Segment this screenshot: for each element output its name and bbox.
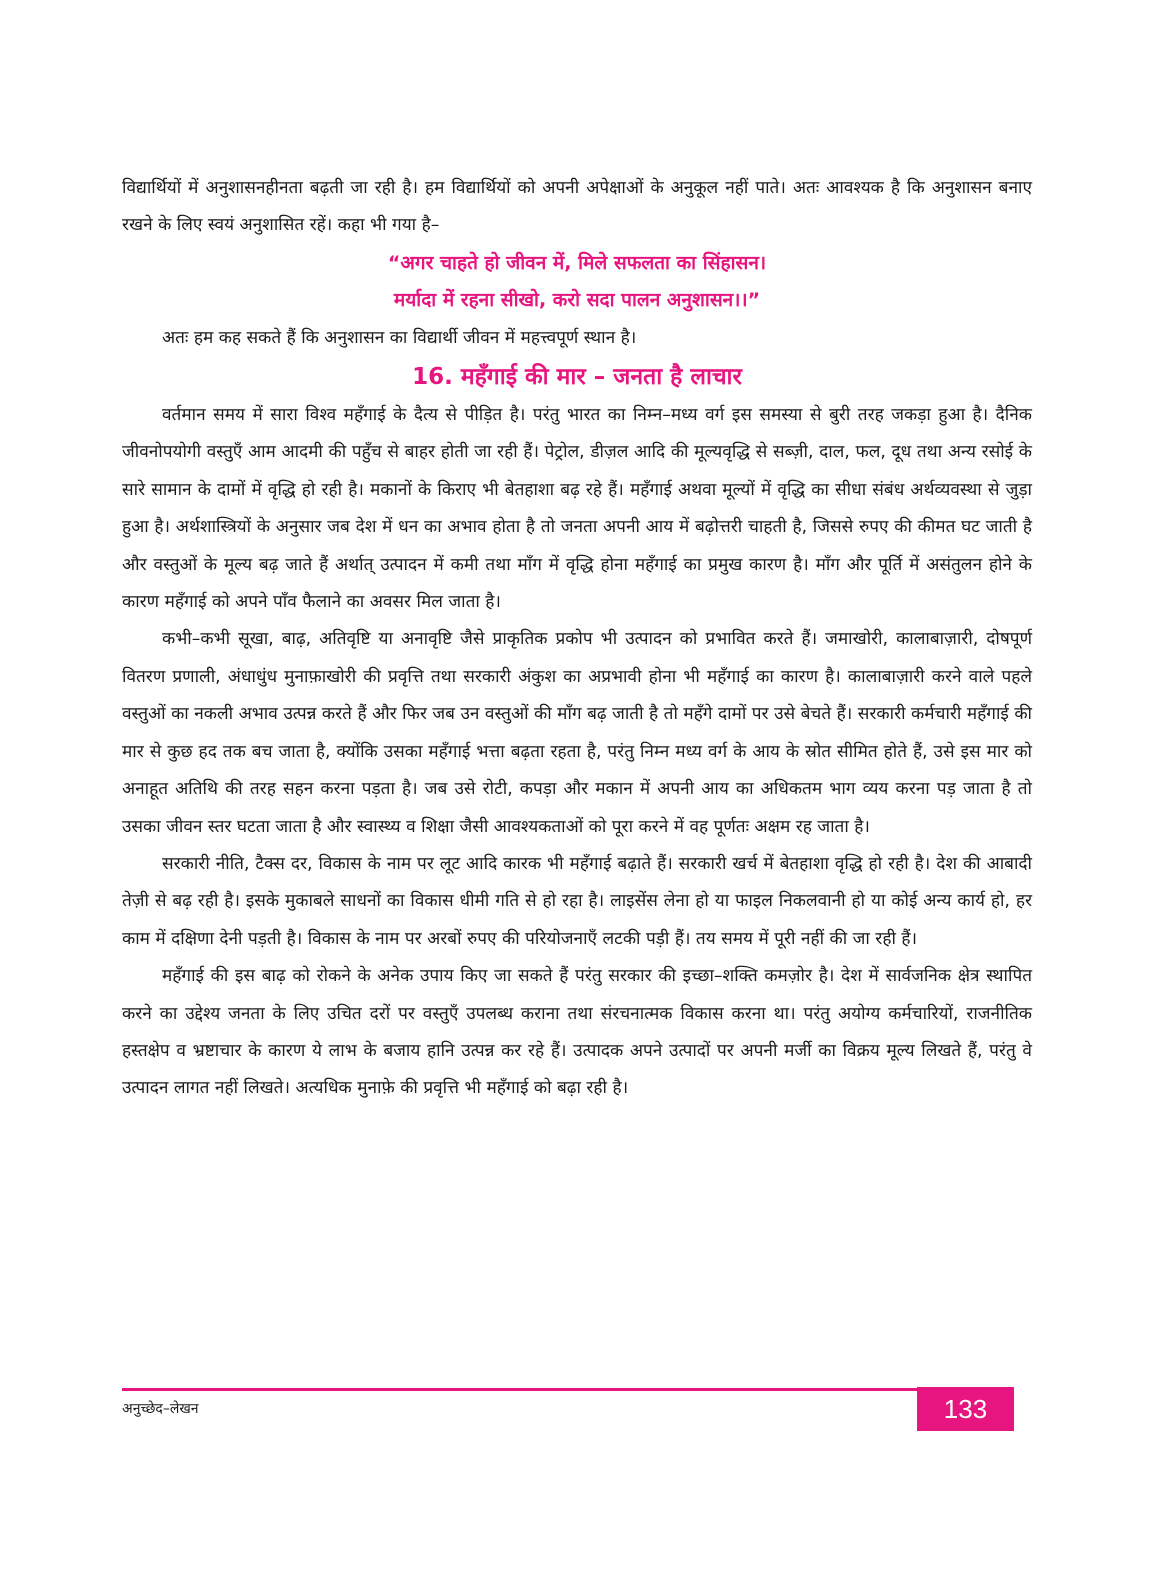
body-paragraph: वर्तमान समय में सारा विश्व महँगाई के दैत्य से पीड़ित है। परंतु भारत का निम्न–मध्य वर्ग इस समस्या से बुरी तरह जकड़ा हुआ है। दैनिक जीवनोपयोगी वस्तुएँ आम आदमी की पहुँच से बाहर होती जा रही हैं। पेट्रोल, डीज़ल आदि की मूल्यवृद्धि से सब्ज़ी, दाल, फल, दूध तथा अन्य रसोई के सारे सामान के दामों में वृद्धि हो रही है। मकानों के किराए भी बेतहाशा बढ़ रहे हैं। महँगाई अथवा मूल्यों में वृद्धि का सीधा संबंध अर्थव्यवस्था से जुड़ा हुआ है। अर्थशास्त्रियों के अनुसार जब देश में धन का अभाव होता है तो जनता अपनी आय में बढ़ोत्तरी चाहती है, जिससे रुपए की कीमत घट जाती है और वस्तुओं के मूल्य बढ़ जाते हैं अर्थात् उत्पादन में कमी तथा माँग में वृद्धि होना महँगाई का प्रमुख कारण है। माँग और पूर्ति में असंतुलन होने के कारण महँगाई को अपने पाँव फैलाने का अवसर मिल जाता है। (122, 405, 1032, 613)
page-number-badge: 133 (917, 1387, 1014, 1431)
section-title: 16. महँगाई की मार – जनता है लाचार (412, 364, 742, 391)
quote-line-2: मर्यादा में रहना सीखो, करो सदा पालन अनुशासन।।” (393, 289, 761, 312)
intro-conclusion: अतः हम कह सकते हैं कि अनुशासन का विद्यार्थी जीवन में महत्त्वपूर्ण स्थान है। (162, 327, 637, 348)
body-paragraph: महँगाई की इस बाढ़ को रोकने के अनेक उपाय किए जा सकते हैं परंतु सरकार की इच्छा–शक्ति कमज़ोर है। देश में सार्वजनिक क्षेत्र स्थापित करने का उद्देश्य जनता के लिए उचित दरों पर वस्तुएँ उपलब्ध कराना तथा संरचनात्मक विकास करना था। परंतु अयोग्य कर्मचारियों, राजनीतिक हस्तक्षेप व भ्रष्टाचार के कारण ये लाभ के बजाय हानि उत्पन्न कर रहे हैं। उत्पादक अपने उत्पादों पर अपनी मर्जी का विक्रय मूल्य लिखते हैं, परंतु वे उत्पादन लागत नहीं लिखते। अत्यधिक मुनाफ़े की प्रवृत्ति भी महँगाई को बढ़ा रही है। (122, 966, 1032, 1099)
body-paragraph: सरकारी नीति, टैक्स दर, विकास के नाम पर लूट आदि कारक भी महँगाई बढ़ाते हैं। सरकारी खर्च में बेतहाशा वृद्धि हो रही है। देश की आबादी तेज़ी से बढ़ रही है। इसके मुकाबले साधनों का विकास धीमी गति से हो रहा है। लाइसेंस लेना हो या फाइल निकलवानी हो या कोई अन्य कार्य हो, हर काम में दक्षिणा देनी पड़ती है। विकास के नाम पर अरबों रुपए की परियोजनाएँ लटकी पड़ी हैं। तय समय में पूरी नहीं की जा रही हैं। (122, 853, 1032, 949)
body-paragraph: कभी–कभी सूखा, बाढ़, अतिवृष्टि या अनावृष्टि जैसे प्राकृतिक प्रकोप भी उत्पादन को प्रभावित करते हैं। जमाखोरी, कालाबाज़ारी, दोषपूर्ण वितरण प्रणाली, अंधाधुंध मुनाफ़ाखोरी की प्रवृत्ति तथा सरकारी अंकुश का अप्रभावी होना भी महँगाई का कारण है। कालाबाज़ारी करने वाले पहले वस्तुओं का नकली अभाव उत्पन्न करते हैं और फिर जब उन वस्तुओं की माँग बढ़ जाती है तो महँगे दामों पर उसे बेचते हैं। सरकारी कर्मचारी महँगाई की मार से कुछ हद तक बच जाता है, क्योंकि उसका महँगाई भत्ता बढ़ता रहता है, परंतु निम्न मध्य वर्ग के आय के स्रोत सीमित होते हैं, उसे इस मार को अनाहूत अतिथि की तरह सहन करना पड़ता है। जब उसे रोटी, कपड़ा और मकान में अपनी आय का अधिकतम भाग व्यय करना पड़ जाता है तो उसका जीवन स्तर घटता जाता है और स्वास्थ्य व शिक्षा जैसी आवश्यकताओं को पूरा करने में वह पूर्णतः अक्षम रह जाता है। (122, 629, 1032, 837)
page-content (122, 170, 1032, 1108)
footer-label: अनुच्छेद–लेखन (122, 1401, 199, 1417)
footer-divider (122, 1388, 917, 1391)
intro-paragraph: विद्यार्थियों में अनुशासनहीनता बढ़ती जा रही है। हम विद्यार्थियों को अपनी अपेक्षाओं के अनुकूल नहीं पाते। अतः आवश्यक है कि अनुशासन बनाए रखने के लिए स्वयं अनुशासित रहें। कहा भी गया है– (122, 178, 1032, 236)
quote-line-1: “अगर चाहते हो जीवन में, मिले सफलता का सिंहासन। (387, 251, 767, 274)
